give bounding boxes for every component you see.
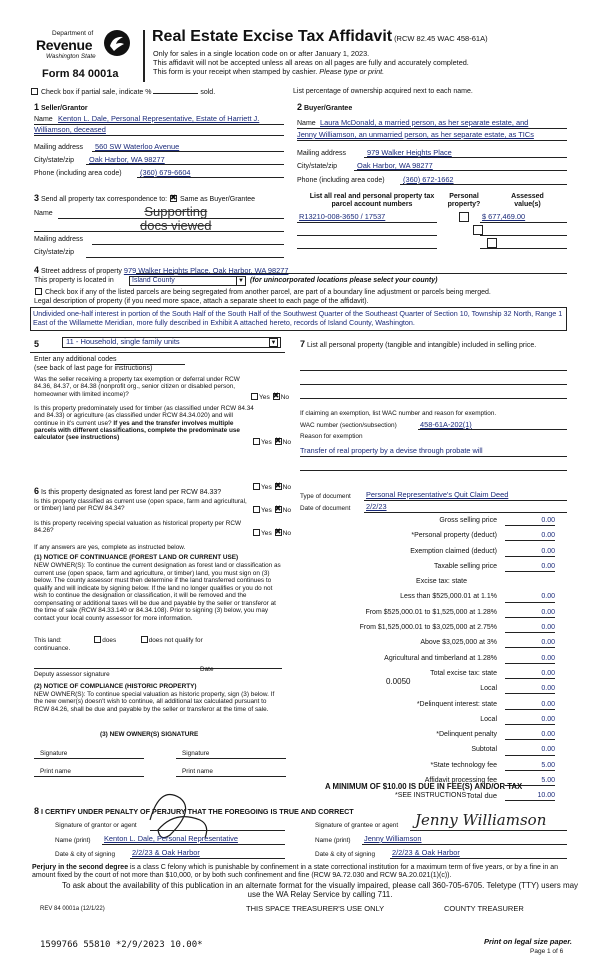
grantor-date-label: Date & city of signing <box>55 851 116 858</box>
seller-phone[interactable]: (360) 679-6604 <box>140 168 191 177</box>
owner-sig-label-2: Signature <box>182 750 210 757</box>
section3-label-a: Send all property tax correspondence to: <box>40 196 168 203</box>
county-row <box>34 277 114 285</box>
dept-line3: Washington State <box>46 53 96 60</box>
buyer-name-line1[interactable]: Laura McDonald, a married person, as her separate estate, and <box>320 118 529 127</box>
header-note3b: Please type or print. <box>319 67 385 76</box>
s6-q2-answers <box>252 506 291 515</box>
fee-value[interactable]: 5.00 <box>505 762 555 771</box>
fee-label: Taxable selling price <box>433 562 497 570</box>
codes-note: (see back of last page for instructions) <box>34 365 153 372</box>
buyer-name-label: Name <box>297 120 316 127</box>
fee-row <box>300 683 557 694</box>
seller-phone-label: Phone (including area code) <box>34 170 122 177</box>
fee-row <box>300 760 557 771</box>
fee-row <box>300 729 557 740</box>
chevron-down-icon: ▼ <box>236 277 245 285</box>
wac-label: WAC number (section/subsection) <box>300 422 397 429</box>
seller-name-label: Name <box>34 116 53 123</box>
header-divider <box>143 30 145 82</box>
personal-property-checkbox-2[interactable] <box>473 225 483 235</box>
s5-q2-answers <box>252 438 291 447</box>
fee-label: *State technology fee <box>430 761 497 769</box>
parcel-col-header: List all real and personal property tax parcel account numbers <box>309 193 435 209</box>
fee-label: Affidavit processing fee <box>424 777 497 785</box>
assessed-col-header: Assessed value(s) <box>511 193 544 209</box>
doc-type[interactable]: Personal Representative's Quit Claim Deed <box>366 490 509 499</box>
yes-label: Yes <box>261 530 272 537</box>
title-ref: (RCW 82.45 WAC 458-61A) <box>394 34 488 43</box>
buyer-name-line2[interactable]: Jenny Williamson, an unmarried person, as her separate estate, as TICs <box>297 130 534 139</box>
continuance-title: (1) NOTICE OF CONTINUANCE (FOREST LAND OR CURRENT USE) <box>34 554 239 561</box>
fee-row <box>300 561 557 572</box>
page-number: Page 1 of 6 <box>530 948 564 955</box>
fee-label: Local <box>480 685 497 693</box>
s6-q1-text: Is this property designated as forest land per RCW 84.33? <box>40 489 222 496</box>
legal-size-note: Print on legal size paper. <box>484 937 572 946</box>
section5-num: 5 <box>34 339 40 349</box>
stamp-line2: docs viewed <box>140 217 212 233</box>
fee-value[interactable]: 0.00 <box>505 624 555 633</box>
fee-value[interactable]: 0.00 <box>505 639 555 648</box>
perjury-text: is a class C felony which is punishable by confinement in a state correctional institution for a maximum term of five years, or by a fine in an amount fixed by the court of not more than $10,000, or by both such confinement and fine (RCW 9A.72.030 and RCW 9A.20.021(1)(c)). <box>32 864 559 879</box>
land-use-select[interactable] <box>62 337 281 348</box>
new-owner-sig-title: (3) NEW OWNER(S) SIGNATURE <box>100 731 199 738</box>
header-note3a: This form is your receipt when stamped by cashier. <box>153 67 318 76</box>
s6-q1-yes[interactable] <box>253 483 260 490</box>
fee-label: From $525,000.01 to $1,525,000 at 1.28% <box>365 608 497 616</box>
fee-value[interactable]: 0.00 <box>505 746 555 755</box>
fee-label: Agricultural and timberland at 1.28% <box>384 654 497 662</box>
continuance-text: NEW OWNER(S): To continue the current designation as forest land or classification as current use (open space, farm and agriculture, or timber) land, you must sign on (3) below. The county assessor must then determine if the land transferred continues to qualify and will indicate by signing below. If the land no longer qualifies or you do not wish to continue the designation or classification, it will be removed and the compensating or additional taxes will be due and payable by the seller or transferor at the time of sale (RCW 84.33.140 or 84.34.108). Prior to signing (3) below, you may contact your local county assessor for more information. <box>34 562 281 622</box>
s6-q1-answers <box>252 483 291 492</box>
fee-row <box>300 622 557 633</box>
exemption-label: If claiming an exemption, list WAC number and reason for exemption. <box>300 410 497 417</box>
this-land-label: This land: <box>34 637 62 644</box>
s5-q2-yes[interactable] <box>253 438 260 445</box>
fee-value[interactable]: 0.00 <box>505 517 555 526</box>
fee-value[interactable]: 0.00 <box>505 685 555 694</box>
fee-label: Gross selling price <box>439 516 497 524</box>
legal-description-text: Undivided one-half interest in portion of the South Half of the South Half of the Southwest Quarter of the Southeast Quarter of Section 10, Township 32 North, Range 1 East of the Willamette Meridian, more fully described in Exhibit A attached hereto, records of Island County, Washington. <box>33 309 563 327</box>
yes-label: Yes <box>261 439 272 446</box>
buyer-city[interactable]: Oak Harbor, WA 98277 <box>357 161 433 170</box>
fee-value[interactable]: 0.00 <box>505 593 555 602</box>
yes-label: Yes <box>259 394 270 401</box>
fee-row <box>300 592 557 603</box>
grantee-signature[interactable]: Jenny Williamson <box>415 811 547 829</box>
section3-name-label: Name <box>34 210 53 217</box>
seller-heading-text: Seller/Grantor <box>40 105 88 112</box>
fee-label: Excise tax: state <box>416 578 467 586</box>
partial-label-b: sold. <box>200 89 216 96</box>
seller-name-line2[interactable]: Williamson, deceased <box>34 125 106 134</box>
s5-q1-yes[interactable] <box>251 393 258 400</box>
no-label: No <box>282 507 292 514</box>
seller-city-label: City/state/zip <box>34 157 75 164</box>
owner-sig-label-1: Signature <box>40 750 68 757</box>
does-not-label: does not qualify for <box>148 637 203 644</box>
street-label: Street address of property <box>40 268 122 275</box>
fee-row <box>300 515 557 526</box>
seller-address-label: Mailing address <box>34 144 84 151</box>
buyer-phone[interactable]: (360) 672-1662 <box>403 175 454 184</box>
grantor-name-label: Name (print) <box>55 837 91 844</box>
buyer-heading-text: Buyer/Grantee <box>303 105 353 112</box>
s6-q2: Is this property classified as current use (open space, farm and agricultural, or timber) land per RCW 84.34? <box>34 498 247 513</box>
no-label: No <box>282 530 292 537</box>
wac-number[interactable]: 458-61A-202(1) <box>420 420 472 429</box>
fee-label: Exemption claimed (deduct) <box>410 547 497 555</box>
s6-q3-no[interactable] <box>275 529 282 536</box>
segregate-checkbox[interactable] <box>35 288 42 295</box>
section7-label <box>300 339 558 350</box>
receipt-stamp: 1599766 55810 *2/9/2023 10.00* <box>40 940 203 950</box>
grantor-sig-label: Signature of grantor or agent <box>55 822 137 829</box>
fee-row <box>300 653 557 664</box>
owner-print-label-1: Print name <box>40 768 71 775</box>
personal-col-header: Personal property? <box>447 193 481 209</box>
section8-num: 8 <box>34 806 40 816</box>
fee-value[interactable]: 0.00 <box>505 655 555 664</box>
buyer-city-label: City/state/zip <box>297 163 338 170</box>
fee-row <box>300 745 557 756</box>
doc-type-label: Type of document <box>300 493 351 500</box>
s5-q2 <box>34 405 254 442</box>
fee-value[interactable]: 0.00 <box>505 716 555 725</box>
buyer-heading <box>297 102 352 113</box>
county-label: This property is located in <box>34 277 114 284</box>
owner-print-label-2: Print name <box>182 768 213 775</box>
section6-num: 6 <box>34 486 40 496</box>
fee-label: Above $3,025,000 at 3% <box>420 639 497 647</box>
codes-label: Enter any additional codes <box>34 356 117 363</box>
grantor-date[interactable]: 2/2/23 & Oak Harbor <box>132 848 200 857</box>
compliance-text: NEW OWNER(S): To continue special valuation as historic property, sign (3) below. If the new owner(s) doesn't wish to continue, all additional tax calculated pursuant to RCW 84.26, shall be due and payable by the seller or transferor at the time of sale. <box>34 691 275 713</box>
grantee-date[interactable]: 2/2/23 & Oak Harbor <box>392 848 460 857</box>
s6-q1-no[interactable] <box>275 483 282 490</box>
buyer-phone-label: Phone (including area code) <box>297 177 385 184</box>
s5-q2-no[interactable] <box>275 438 282 445</box>
reason-label: Reason for exemption <box>300 433 363 440</box>
section4-street-row <box>34 265 288 276</box>
see-instructions: *SEE INSTRUCTIONS <box>395 792 467 799</box>
fee-value[interactable]: 0.00 <box>505 701 555 710</box>
grantor-name[interactable]: Kenton L. Dale, Personal Representative <box>104 834 238 843</box>
section3-city-label: City/state/zip <box>34 249 75 256</box>
partial-sale-checkbox[interactable] <box>31 88 38 95</box>
county-note: (for unincorporated locations please select your county) <box>250 277 438 284</box>
treasurer-use: THIS SPACE TREASURER'S USE ONLY <box>246 904 385 913</box>
fee-label: Total due <box>466 790 497 800</box>
fee-value[interactable]: 0.00 <box>505 670 555 679</box>
local-rate[interactable]: 0.0050 <box>386 677 411 686</box>
no-label: No <box>280 394 290 401</box>
section7-text: List all personal property (tangible and intangible) included in selling price. <box>306 342 537 349</box>
form-number: Form 84 0001a <box>42 68 119 80</box>
segregate-label: Check box if any of the listed parcels are being segregated from another parcel, are part of a boundary line adjustment or parcels being merged. <box>44 289 491 296</box>
land-use-value: 11 - Household, single family units <box>66 337 180 346</box>
perjury-note <box>32 864 580 880</box>
fee-value[interactable]: 0.00 <box>505 563 555 572</box>
s6-q3-yes[interactable] <box>253 529 260 536</box>
s6-q3-answers <box>252 529 291 538</box>
header-note2: This affidavit will not be accepted unless all areas on all pages are fully and accurately completed. <box>153 58 469 67</box>
compliance-title: (2) NOTICE OF COMPLIANCE (HISTORIC PROPERTY) <box>34 683 197 690</box>
fee-value[interactable]: 0.00 <box>505 548 555 557</box>
grantee-date-label: Date & city of signing <box>315 851 376 858</box>
partial-label-a: Check box if partial sale, indicate % <box>40 89 152 96</box>
certify-text: I CERTIFY UNDER PENALTY OF PERJURY THAT THE FOREGOING IS TRUE AND CORRECT <box>41 807 354 816</box>
land-does-checkbox[interactable] <box>94 636 101 643</box>
land-does-not-checkbox[interactable] <box>141 636 148 643</box>
header-note3 <box>153 68 384 76</box>
fee-row <box>300 714 557 725</box>
fee-row <box>300 607 557 618</box>
title-text: Real Estate Excise Tax Affidavit <box>152 28 393 45</box>
fee-row <box>300 637 557 648</box>
header-note1: Only for sales in a single location code on or after January 1, 2023. <box>153 49 370 58</box>
s5-q1-no[interactable] <box>273 393 280 400</box>
fee-row <box>300 668 557 679</box>
minimum-note: A MINIMUM OF $10.00 IS DUE IN FEE(S) AND/OR TAX <box>325 782 523 791</box>
no-label: No <box>282 439 292 446</box>
fee-label: Local <box>480 715 497 723</box>
dept-line2: Revenue <box>36 37 93 53</box>
legal-description-box[interactable] <box>30 307 567 331</box>
assessed-value[interactable]: $ 677,469.00 <box>482 212 526 221</box>
seller-num: 1 <box>34 102 40 112</box>
seller-heading <box>34 102 88 113</box>
supporting-docs-stamp <box>140 205 212 232</box>
alt-format-note: To ask about the availability of this publication in an alternate format for the visually impaired, please call 360-705-6705. Teletype (TTY) users may use the WA Relay Service by calling 711. <box>61 881 579 899</box>
buyer-num: 2 <box>297 102 303 112</box>
fee-value[interactable]: 0.00 <box>505 731 555 740</box>
fee-row <box>300 576 557 587</box>
rev-number: REV 84 0001a (12/1/22) <box>40 906 105 912</box>
no-label: No <box>282 484 292 491</box>
doc-date[interactable]: 2/2/23 <box>366 502 387 511</box>
seller-name-line1[interactable]: Kenton L. Dale, Personal Representative, Estate of Harriett J. <box>58 114 260 123</box>
assessor-date-label: Date <box>200 666 214 673</box>
legal-label: Legal description of property (if you need more space, attach a separate sheet to each page of the affidavit). <box>34 298 369 305</box>
fee-label: *Delinquent interest: state <box>416 700 497 708</box>
s5-q2-bold: If yes and the transfer involves multiple parcels with different classifications, complete the predominate use calculator (see instructions) <box>34 419 240 442</box>
partial-label-c: List percentage of ownership acquired next to each name. <box>293 88 473 95</box>
fee-label: *Personal property (deduct) <box>411 532 497 540</box>
doc-date-label: Date of document <box>300 505 351 512</box>
personal-property-checkbox-3[interactable] <box>487 238 497 248</box>
street-address[interactable]: 979 Walker Heights Place, Oak Harbor, WA 98277 <box>123 266 289 275</box>
same-as-buyer-checkbox[interactable] <box>170 195 177 202</box>
section3-heading <box>34 193 255 204</box>
perjury-bold: Perjury in the second degree <box>32 864 129 871</box>
stamp-line1: Supporting <box>144 204 208 219</box>
grantee-name-label: Name (print) <box>315 837 351 844</box>
fee-value[interactable]: 5.00 <box>505 777 555 786</box>
fee-label: Subtotal <box>471 746 497 754</box>
s5-q1: Was the seller receiving a property tax exemption or deferral under RCW 84.36, 84.37, or 84.38 (nonprofit org., senior citizen or disabled person, homeowner with limited income)? <box>34 376 240 398</box>
section7-num: 7 <box>300 339 306 349</box>
parcel-number[interactable]: R13210-008-3650 / 17537 <box>299 212 386 221</box>
this-land-row <box>34 636 203 644</box>
yes-label: Yes <box>261 484 272 491</box>
form-title <box>152 28 488 46</box>
grantee-name[interactable]: Jenny Williamson <box>364 834 422 843</box>
s6-q4: If any answers are yes, complete as instructed below. <box>34 544 186 551</box>
yes-label: Yes <box>261 507 272 514</box>
dept-line1: Department of <box>52 30 94 37</box>
fee-label: Less than $525,000.01 at 1.1% <box>400 593 497 601</box>
fee-label: *Delinquent penalty <box>436 731 497 739</box>
assessor-sig-label: Deputy assessor signature <box>34 671 110 678</box>
fee-row <box>300 699 557 710</box>
continuance-label: continuance. <box>34 645 71 652</box>
buyer-address-label: Mailing address <box>297 150 347 157</box>
s6-q2-no[interactable] <box>275 506 282 513</box>
county-value: Island County <box>132 277 175 284</box>
county-select[interactable] <box>129 276 246 286</box>
segregate-row <box>34 288 491 297</box>
grantee-sig-label: Signature of grantee or agent <box>315 822 399 829</box>
wa-logo-icon <box>102 28 132 58</box>
seller-address[interactable]: 560 SW Waterloo Avenue <box>95 142 180 151</box>
reason-text[interactable]: Transfer of real property by a devise through probate will <box>300 446 483 455</box>
section4-num: 4 <box>34 265 40 275</box>
section3-address-label: Mailing address <box>34 236 84 243</box>
s6-q1 <box>34 486 254 497</box>
fee-value[interactable]: 0.00 <box>505 609 555 618</box>
seller-city[interactable]: Oak Harbor, WA 98277 <box>89 155 165 164</box>
buyer-address[interactable]: 979 Walker Heights Place <box>367 148 452 157</box>
personal-property-checkbox-1[interactable] <box>459 212 469 222</box>
fee-label: Total excise tax: state <box>430 669 497 677</box>
fee-row <box>300 546 557 557</box>
s5-q1-answers <box>250 393 289 402</box>
chevron-down-icon: ▼ <box>270 340 277 346</box>
fee-value[interactable]: 10.00 <box>505 792 555 801</box>
does-label: does <box>102 637 117 644</box>
fee-value[interactable]: 0.00 <box>505 532 555 541</box>
fee-row <box>300 530 557 541</box>
dor-logo <box>30 30 135 86</box>
section3-num: 3 <box>34 193 40 203</box>
county-treasurer: COUNTY TREASURER <box>444 904 524 913</box>
s5-q2-text: Is this property predominately used for timber (as classified under RCW 84.34 and 84.33) or agriculture (as classified under RCW 84.34.020) and will continue in it's current use? <box>34 405 254 427</box>
partial-sale-row <box>30 88 215 97</box>
section3-label-b: Same as Buyer/Grantee <box>179 196 256 203</box>
s6-q2-yes[interactable] <box>253 506 260 513</box>
fee-label: From $1,525,000.01 to $3,025,000 at 2.75% <box>359 624 497 632</box>
s6-q3: Is this property receiving special valuation as historical property per RCW 84.26? <box>34 520 242 535</box>
partial-percent-input[interactable] <box>153 93 198 94</box>
